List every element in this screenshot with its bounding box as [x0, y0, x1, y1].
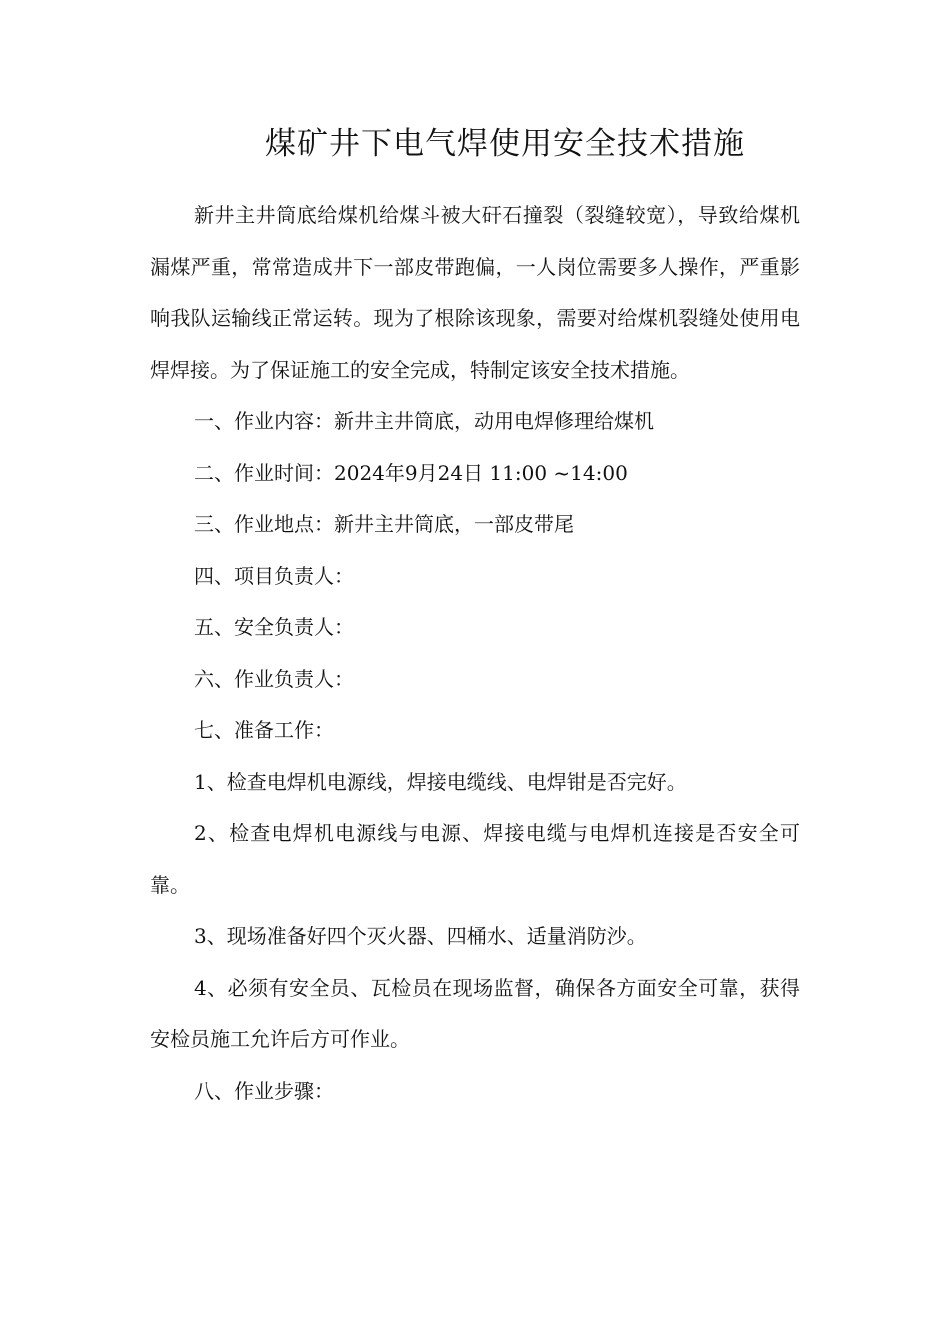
paragraph-preparation-heading: 七、准备工作： — [194, 718, 334, 742]
paragraph-prep-item-2: 2、检查电焊机电源线与电源、焊接电缆与电焊机连接是否安全可靠。 — [150, 821, 800, 897]
document-body — [150, 190, 800, 1117]
paragraph-prep-item-1: 1、检查电焊机电源线，焊接电缆线、电焊钳是否完好。 — [194, 769, 687, 794]
paragraph-prep-item-3: 3、现场准备好四个灭火器、四桶水、适量消防沙。 — [194, 924, 647, 948]
paragraph-work-location: 三、作业地点：新井主井筒底，一部皮带尾 — [194, 512, 574, 536]
paragraph-work-time: 二、作业时间：2024年9月24日 11:00 ~14:00 — [194, 460, 628, 485]
paragraph-safety-leader: 五、安全负责人： — [194, 615, 354, 639]
paragraph-work-content: 一、作业内容：新井主井筒底，动用电焊修理给煤机 — [194, 409, 654, 433]
paragraph-intro: 新井主井筒底给煤机给煤斗被大矸石撞裂（裂缝较宽），导致给煤机漏煤严重，常常造成井下一部皮带跑偏，一人岗位需要多人操作，严重影响我队运输线正常运转。现为了根除该现象，需要对给煤机裂缝处使用电焊焊接。为了保证施工的安全完成，特制定该安全技术措施。 — [150, 203, 800, 382]
paragraph-steps-heading: 八、作业步骤： — [194, 1078, 334, 1103]
paragraph-prep-item-4: 4、必须有安全员、瓦检员在现场监督，确保各方面安全可靠，获得安检员施工允许后方可作业。 — [150, 975, 800, 1051]
document-title: 煤矿井下电气焊使用安全技术措施 — [265, 126, 745, 162]
paragraph-project-leader: 四、项目负责人： — [194, 563, 354, 588]
paragraph-work-leader: 六、作业负责人： — [194, 666, 354, 691]
